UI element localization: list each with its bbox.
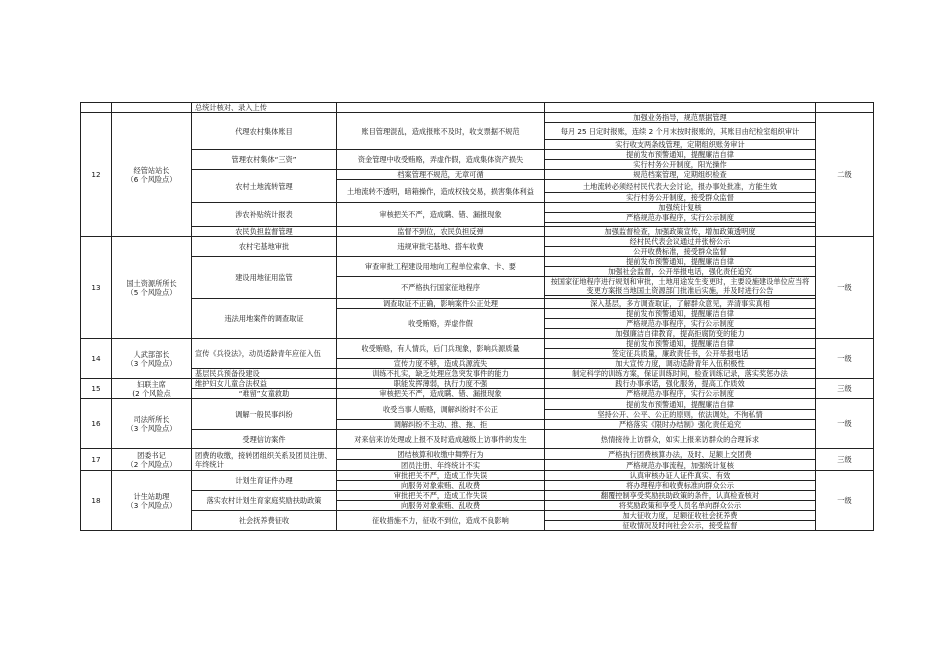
table-cell: 征收措施不力，征收不到位，造成不良影响 (337, 511, 545, 531)
table-cell: 审核把关不严，造成瞒、错、漏报现象 (337, 203, 545, 227)
table-cell: 一级 (816, 399, 874, 449)
table-cell: 签定征兵质量，廉政责任书，公开举报电话 (545, 349, 816, 359)
table-row (81, 379, 874, 389)
table-cell: 严格规范办事程序，实行公示制度 (545, 213, 816, 223)
table-cell: 实行收支两条线管理，定期组织账务审计 (545, 140, 816, 150)
table-cell: 基层民兵预备役建设 (192, 369, 337, 379)
table-cell: 将办理程序和收费标准向群众公示 (545, 481, 816, 491)
table-row (81, 299, 874, 309)
table-cell: 提前发布预警通知，提醒廉洁自律 (545, 339, 816, 349)
table-cell: 加大宣传力度，调动适龄青年入伍积极性 (545, 359, 816, 369)
table-cell: 征收情况及时向社会公示，接受监督 (545, 521, 816, 531)
table-cell: 严格规范办事程序，实行公示制度 (545, 319, 816, 329)
table-cell: 翻覆控制享受奖励扶助政策的条件，认真检查核对 (545, 491, 816, 501)
table-cell: 妇联主席 (2 个风险点 (112, 379, 192, 399)
risk-table (80, 102, 874, 531)
table-cell: 将奖励政策和享受人员名单向群众公示 (545, 501, 816, 511)
table-cell: 审查审批工程建设用地向工程单位索拿、卡、要 (337, 257, 545, 277)
table-cell: 实行村务公开制度，阳光操作 (545, 160, 816, 170)
table-cell (112, 103, 192, 113)
table-cell: 收受贿赂，弄虚作假 (337, 309, 545, 339)
table-row (81, 430, 874, 447)
table-cell: 职能发挥薄弱，执行力度不强 (337, 379, 545, 389)
table-cell: 严格规范办事流程，加强统计复核 (545, 460, 816, 471)
table-cell: 审批把关不严，造成工作失误 (337, 491, 545, 501)
table-cell: 实行村务公开制度，接受群众监督 (545, 193, 816, 203)
table-cell: 提前发布预警通知，提醒廉洁自律 (545, 150, 816, 160)
table-cell: 一级 (816, 237, 874, 339)
table-cell: 严格执行团费核算办法，及时、足额上交团费 (545, 449, 816, 460)
table-cell: 社会抚养费征收 (192, 511, 337, 531)
table-cell: 土地流转必须经村民代表大会讨论，报办事处批准，方能生效 (545, 180, 816, 193)
table-cell: 建设用地征用监管 (192, 257, 337, 299)
table-row (81, 369, 874, 379)
table-cell: 资金管理中收受贿赂，弄虚作假，造成集体资产损失 (337, 150, 545, 170)
table-row (81, 339, 874, 349)
table-cell: 代理农村集体账目 (192, 113, 337, 150)
table-row (81, 389, 874, 399)
table-row (81, 113, 874, 123)
table-row (81, 399, 874, 410)
table-cell: 三级 (816, 449, 874, 471)
table-cell: 团结核算和收缴中舞弊行为 (337, 449, 545, 460)
table-cell: 审批把关不严，造成工作失误 (337, 471, 545, 481)
table-cell: 提前发布预警通知，提醒廉洁自律 (545, 399, 816, 410)
table-row (81, 203, 874, 213)
table-cell: 国土资源所所长 （5 个风险点） (112, 237, 192, 339)
table-cell: 加大征收力度，足额征收社会抚养费 (545, 511, 816, 521)
table-cell: 农民负担监督管理 (192, 227, 337, 237)
table-cell: 违法用地案件的调查取证 (192, 299, 337, 339)
table-cell: 管理农村集体“三资” (192, 150, 337, 170)
table-cell: 档案管理不规范，无章可循 (337, 170, 545, 180)
table-cell: 对来信来访处理或上报不及时造成越级上访事件的发生 (337, 430, 545, 449)
table-cell: 提前发布预警通知，提醒廉洁自律 (545, 309, 816, 319)
table-cell: 维护妇女儿童合法权益 (192, 379, 337, 389)
table-cell (545, 103, 816, 113)
table-cell: 加强统计复核 (545, 203, 816, 213)
table-cell: 13 (81, 237, 112, 339)
table-cell: 司法所所长 （3 个风险点） (112, 399, 192, 449)
table-cell: 训练不扎实，缺乏处理应急突发事件的能力 (337, 369, 545, 379)
table-row (81, 227, 874, 237)
table-cell: 落实农村计划生育家庭奖励扶助政策 (192, 491, 337, 511)
table-cell: 制定科学的训练方案，保证训练时间，检查训练记录，落实奖惩办法 (545, 369, 816, 379)
table-cell: 人武部部长 （3 个风险点） (112, 339, 192, 379)
table-cell: 调解一般民事纠纷 (192, 399, 337, 430)
table-row (81, 150, 874, 160)
table-cell: 计划生育证件办理 (192, 471, 337, 491)
table-cell: 加强廉洁自律教育，提高拒腐防变的能力 (545, 329, 816, 339)
table-cell: 调解纠纷不主动、推、拖、拒 (337, 420, 545, 430)
table-row (81, 471, 874, 481)
table-cell (81, 103, 112, 113)
table-cell: 经管站站长 （6 个风险点） (112, 113, 192, 237)
table-cell: 农村土地流转管理 (192, 170, 337, 203)
table-cell: 审核把关不严，造成瞒、错、漏报现象 (337, 389, 545, 399)
table-cell: 热情接待上访群众，如实上报来访群众的合理诉求 (545, 430, 816, 449)
table-cell: 受理信访案件 (192, 430, 337, 449)
table-cell: 践行办事承诺，强化服务，提高工作质效 (545, 379, 816, 389)
table-cell: 团委书记 （2 个风险点） (112, 449, 192, 471)
table-cell: 一级 (816, 471, 874, 531)
table-cell: 不严格执行国家征地程序 (337, 277, 545, 299)
table-cell: 向服务对象索贿、乱收费 (337, 501, 545, 511)
table-cell: 按国家征地程序进行规划和审批，土地用途发生变更时，主要设施建设单位应当将变更方案报当地国土资源部门批准后实施，并及时进行公告 (545, 277, 816, 296)
table-cell: 一级 (816, 339, 874, 379)
table-cell: 计生站助理 （3 个风险点） (112, 471, 192, 531)
table-cell: 违规审批宅基地、搭车收费 (337, 237, 545, 257)
table-cell: 16 (81, 399, 112, 449)
table-cell: 每月 25 日定时报账，连续 2 个月末按时报账的，其账目由纪检室组织审计 (545, 123, 816, 140)
table-row (81, 257, 874, 267)
table-cell: 总统计核对、录入上传 (192, 103, 337, 113)
table-cell: 经村民代表会议通过并张榜公示 (545, 237, 816, 247)
table-cell: 加强社会监督，公开举报电话，强化责任追究 (545, 267, 816, 277)
table-cell: 12 (81, 113, 112, 237)
table-row (81, 237, 874, 247)
table-cell: 深入基层，多方调查取证，了解群众意见，弄清事实真相 (545, 299, 816, 309)
table-row (81, 170, 874, 180)
table-row (81, 449, 874, 460)
table-cell: 涉农补贴统计报表 (192, 203, 337, 227)
table-cell: 认真审核办证人证件真实、有效 (545, 471, 816, 481)
table-cell: 18 (81, 471, 112, 531)
table-cell: 17 (81, 449, 112, 471)
table-cell: 调查取证不正确，影响案件公正处理 (337, 299, 545, 309)
table-cell: “难留”女童救助 (192, 389, 337, 399)
table-cell (337, 103, 545, 113)
table-cell: 加强监督检查，加强政策宣传，增加政策透明度 (545, 227, 816, 237)
table-cell: 严格规范办事程序，实行公示制度 (545, 389, 816, 399)
table-cell: 三级 (816, 379, 874, 399)
table-cell: 公开收费标准，接受群众监督 (545, 247, 816, 257)
table-cell: 15 (81, 379, 112, 399)
table-cell: 加强业务指导，规范票据管理 (545, 113, 816, 123)
table-cell: 宣传力度不够，造成兵源流失 (337, 359, 545, 369)
table-cell: 规范档案管理，定期组织检查 (545, 170, 816, 180)
table-cell: 向服务对象索贿、乱收费 (337, 481, 545, 491)
table-cell: 账目管理混乱，造成报账不及时，收支票据不规范 (337, 113, 545, 150)
table-cell: 收受当事人贿赂，调解纠纷时不公正 (337, 399, 545, 420)
table-cell (816, 103, 874, 113)
table-cell: 二级 (816, 113, 874, 237)
table-row (81, 491, 874, 501)
table-cell: 宣传《兵役法》，动员适龄青年应征入伍 (192, 339, 337, 369)
table-cell: 团员注册、年终统计不实 (337, 460, 545, 471)
table-cell: 坚持公开、公平、公正的原则，依法调处，不徇私情 (545, 410, 816, 420)
risk-table-body (81, 103, 874, 531)
table-cell: 土地流转不透明，暗箱操作，造成权钱交易，损害集体利益 (337, 180, 545, 203)
table-cell: 收受贿赂，有人情兵，后门兵现象，影响兵源质量 (337, 339, 545, 359)
table-cell: 严格落实《限时办结制》强化责任追究 (545, 420, 816, 430)
table-cell: 团费的收缴，接转团组织关系及团员注册、年终统计 (192, 449, 337, 471)
table-row (81, 103, 874, 113)
table-cell: 提前发布预警通知，提醒廉洁自律 (545, 257, 816, 267)
table-row (81, 511, 874, 521)
table-cell: 农村宅基地审批 (192, 237, 337, 257)
table-cell: 14 (81, 339, 112, 379)
table-cell: 监督不到位，农民负担反弹 (337, 227, 545, 237)
